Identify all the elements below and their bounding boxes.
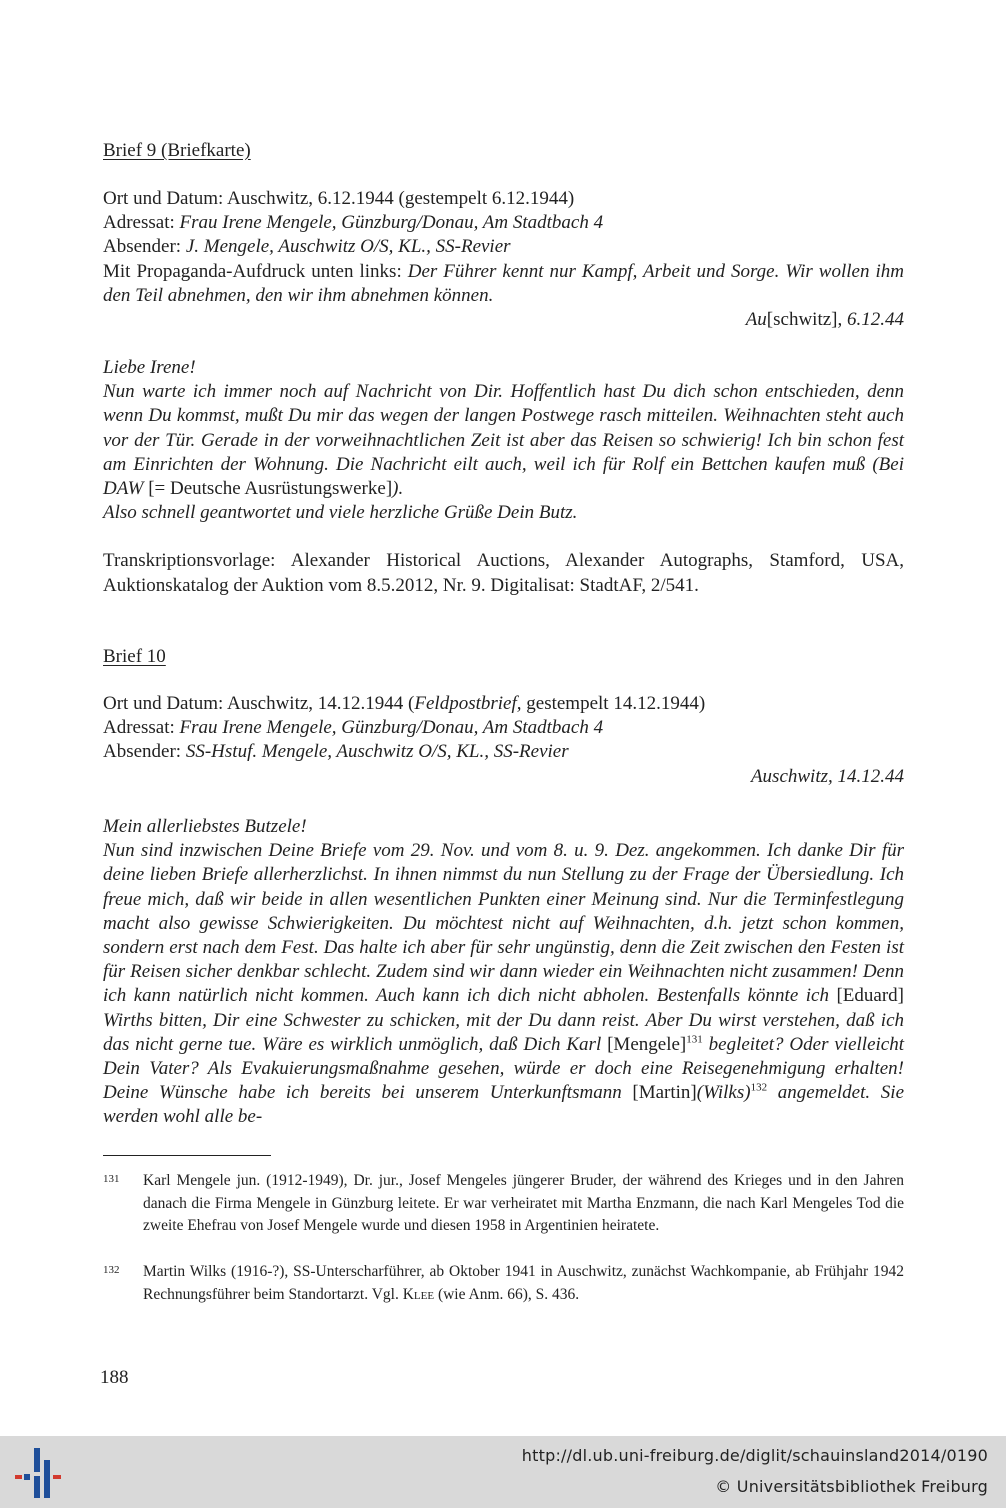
adressat-value: Frau Irene Mengele, Günzburg/Donau, Am Stadtbach 4 bbox=[179, 212, 604, 234]
brief9-heading: Brief 9 (Briefkarte) bbox=[103, 140, 251, 161]
letter-insert: [= Deutsche Ausrüstungswerke] bbox=[148, 478, 393, 500]
adressat-label: Adressat: bbox=[103, 212, 180, 234]
adressat-label: Adressat: bbox=[103, 717, 180, 739]
footer-bar bbox=[0, 1436, 1006, 1508]
letter-body: begleitet? Oder vielleicht Dein Vater? Als Evakuierungsmaßnahme gesehen, würde er doch eine Reisegenehmigung erhalten! Deine Wünsche habe ich bereits bei unserem Unterkunftsmann bbox=[103, 1033, 904, 1104]
letter-body: Nun sind inzwischen Deine Briefe vom 29. Nov. und vom 8. u. 9. Dez. angekommen. Ich danke Dir für deine lieben Briefe allerherzlichst. In ihnen nimmst du nun Stellung zu der Frage der Übersiedlung. Ich freue mich, daß wir beide in allen wesentlichen Punkten einer Meinung sind. Nur die Terminfestlegung macht also gewisse Schwierigkeiten. Du möchtest nicht auf Weihnachten, d.h. jetzt schon kommen, sondern erst nach dem Fest. Das halte ich aber für sehr ungünstig, denn die Zeit zwischen den Festen ist für Reisen sicher denkbar schlecht. Zudem sind wir dann wieder ein Weihnachten nicht zusammen! Denn ich kann natürlich nicht kommen. Auch kann ich dich nicht abholen. Bestenfalls könnte ich bbox=[103, 840, 904, 1007]
closing: Also schnell geantwortet und viele herzliche Grüße Dein Butz. bbox=[103, 502, 578, 524]
letter-insert: [Eduard] bbox=[836, 985, 904, 1007]
absender-value: SS-Hstuf. Mengele, Auschwitz O/S, KL., SS-Revier bbox=[185, 741, 569, 763]
letter-body: Nun warte ich immer noch auf Nachricht von Dir. Hoffentlich hast Du dich schon entschieden, denn wenn Du kommst, mußt Du mir das wegen der langen Postwege rasch mitteilen. Weihnachten steht auch vor der Tür. Gerade in der vorweihnachtlichen Zeit ist aber das Reisen so schwierig! Ich bin schon fest am Einrichten der Wohnung. Die Nachricht eilt auch, weil ich für Rolf ein Bettchen kaufen muß (Bei DAW bbox=[103, 381, 904, 500]
salutation: Mein allerliebstes Butzele! bbox=[103, 816, 307, 837]
date-part: Au bbox=[745, 309, 767, 331]
letter-body: ). bbox=[392, 478, 404, 500]
footnote-text-part: Martin Wilks (1916-?), SS-Unterscharführer, ab Oktober 1941 in Auschwitz, zunächst Wachkompanie, ab Frühjahr 1942 Rechnungsführer beim Standortarzt. Vgl. bbox=[143, 1263, 904, 1303]
footnote-divider bbox=[103, 1155, 271, 1156]
letter-insert: [Martin] bbox=[632, 1082, 697, 1104]
footnote-number: 131 bbox=[103, 1173, 120, 1185]
brief10-meta bbox=[103, 692, 904, 789]
footnote-text bbox=[143, 1261, 904, 1306]
ort-label: Ort und Datum: bbox=[103, 693, 228, 714]
copyright-text: © Universitätsbibliothek Freiburg bbox=[715, 1477, 988, 1496]
transcript-note: Transkriptionsvorlage: Alexander Historical Auctions, Alexander Autographs, Stamford, USA, Auktionskatalog der Auktion vom 8.5.2012, Nr. 9. Digitalisat: StadtAF, 2/541. bbox=[103, 550, 904, 596]
footnote-ref[interactable]: 132 bbox=[750, 1081, 768, 1094]
footnote-number: 132 bbox=[103, 1264, 120, 1276]
absender-label: Absender: bbox=[103, 236, 186, 258]
library-logo-icon bbox=[14, 1446, 66, 1500]
brief9-date bbox=[103, 308, 904, 332]
brief10-letter bbox=[103, 815, 904, 1130]
page-number: 188 bbox=[100, 1367, 129, 1388]
date-part: [schwitz], bbox=[766, 309, 847, 331]
letter-insert: [Mengele] bbox=[607, 1033, 687, 1055]
adressat-value: Frau Irene Mengele, Günzburg/Donau, Am Stadtbach 4 bbox=[179, 717, 604, 739]
brief10-heading: Brief 10 bbox=[103, 646, 166, 667]
propaganda-label: Mit Propaganda-Aufdruck unten links: bbox=[103, 260, 408, 282]
brief9-meta bbox=[103, 187, 904, 332]
footnote-text: Karl Mengele jun. (1912-1949), Dr. jur., Josef Mengeles jüngerer Bruder, der während des Krieges und in den Jahren danach die Firma Mengele in Günzburg leitete. Er war verheiratet mit Martha Enzmann, die nach Karl Mengeles Tod die zweite Ehefrau von Josef Mengele wurde und diesen 1958 in Argentinien heiratete. bbox=[143, 1172, 904, 1234]
ort-value: gestempelt 14.12.1944) bbox=[521, 693, 706, 714]
ort-value: Auschwitz, 6.12.1944 (gestempelt 6.12.1944) bbox=[227, 188, 575, 209]
letter-body: angemeldet. Sie werden wohl alle be- bbox=[103, 1082, 904, 1128]
letter-body: (Wilks) bbox=[696, 1082, 751, 1104]
brief9-letter bbox=[103, 356, 904, 525]
salutation: Liebe Irene! bbox=[103, 357, 196, 378]
footnote-author: Klee bbox=[402, 1285, 435, 1303]
absender-label: Absender: bbox=[103, 741, 186, 763]
document-url-link[interactable]: http://dl.ub.uni-freiburg.de/diglit/schauinsland2014/0190 bbox=[521, 1446, 988, 1465]
footnote-text-part: (wie Anm. 66), S. 436. bbox=[434, 1285, 580, 1303]
brief10-date: Auschwitz, 14.12.44 bbox=[750, 765, 904, 787]
absender-value: J. Mengele, Auschwitz O/S, KL., SS-Revier bbox=[185, 236, 511, 258]
ort-value: Feldpostbrief, bbox=[414, 693, 522, 714]
ort-value: Auschwitz, 14.12.1944 ( bbox=[227, 693, 415, 714]
ort-label: Ort und Datum: bbox=[103, 188, 228, 209]
letter-body: Wirths bitten, Dir eine Schwester zu schicken, mit der Du dann reist. Aber Du wirst verstehen, daß ich das nicht gerne tue. Wäre es wirklich unmöglich, daß Dich Karl bbox=[103, 1009, 904, 1055]
propaganda-value: Der Führer kennt nur Kampf, Arbeit und Sorge. Wir wollen ihm den Teil abnehmen, den wir ihm abnehmen können. bbox=[103, 260, 904, 306]
footnote-ref[interactable]: 131 bbox=[686, 1033, 703, 1046]
date-part: 6.12.44 bbox=[847, 309, 904, 331]
